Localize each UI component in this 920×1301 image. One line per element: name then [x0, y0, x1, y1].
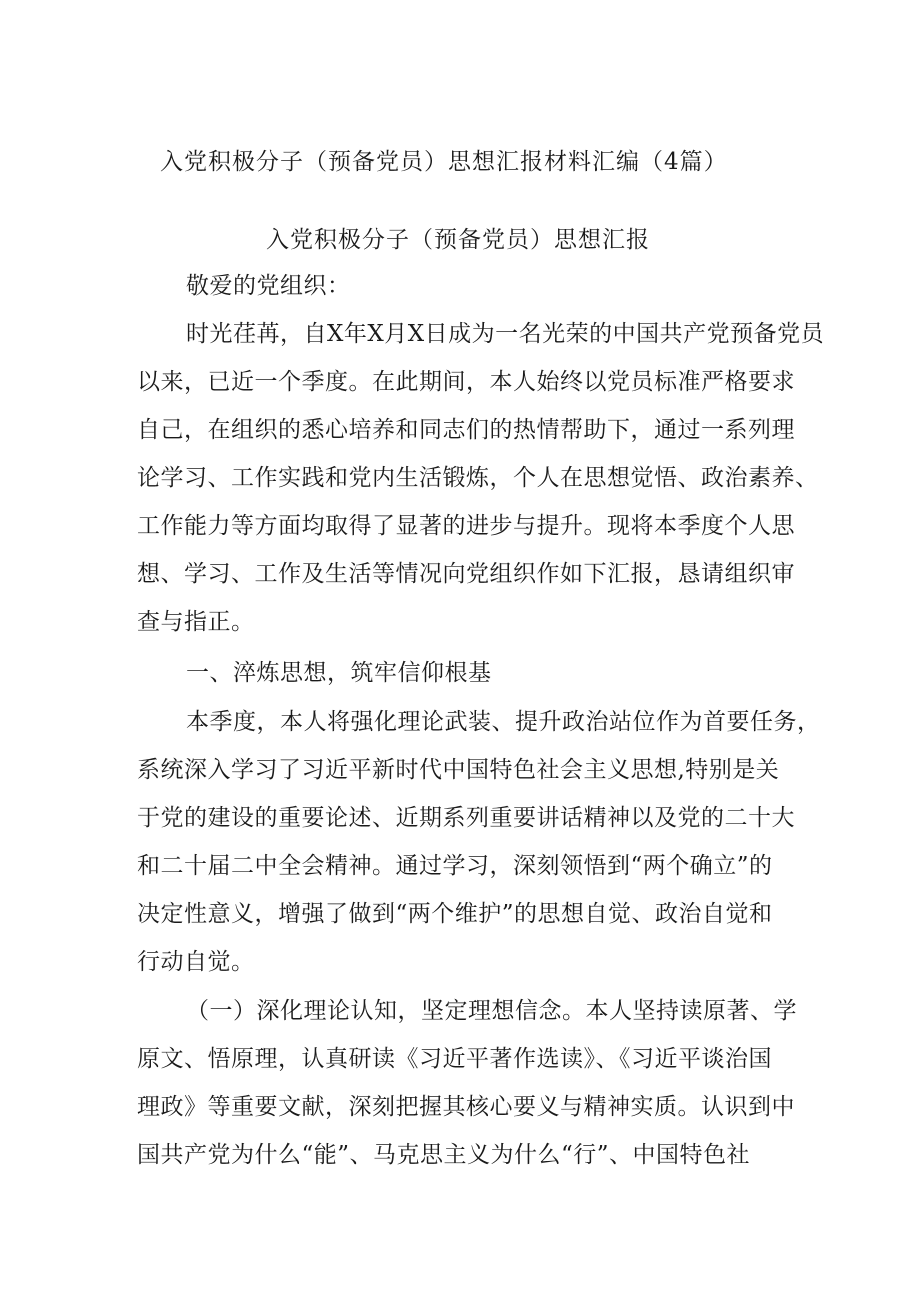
- salutation: 敬爱的党组织：: [186, 273, 351, 299]
- paragraph-line: 查与指正。: [137, 609, 255, 635]
- paragraph-line: 系统深入学习了习近平新时代中国特色社会主义思想,特别是关: [137, 757, 780, 783]
- paragraph-line: 时光荏苒，自X年X月X日成为一名光荣的中国共产党预备党员: [186, 321, 825, 347]
- paragraph-line: 论学习、工作实践和党内生活锻炼，个人在思想觉悟、政治素养、: [137, 465, 819, 491]
- document-title: 入党积极分子（预备党员）思想汇报材料汇编（4篇）: [160, 149, 728, 175]
- paragraph-line: 决定性意义，增强了做到“两个维护”的思想自觉、政治自觉和: [137, 901, 773, 927]
- paragraph-line: 国共产党为什么“能”、马克思主义为什么“行”、中国特色社: [137, 1142, 751, 1168]
- document-subtitle: 入党积极分子（预备党员）思想汇报: [266, 227, 650, 253]
- paragraph-line: 行动自觉。: [137, 949, 255, 975]
- section-heading: 一、淬炼思想，筑牢信仰根基: [186, 660, 492, 686]
- paragraph-line: 原文、悟原理，认真研读《习近平著作选读》、《习近平谈治国: [137, 1046, 772, 1072]
- paragraph-line: 想、学习、工作及生活等情况向党组织作如下汇报，恳请组织审: [137, 561, 795, 587]
- paragraph-line: 工作能力等方面均取得了显著的进步与提升。现将本季度个人思: [137, 513, 795, 539]
- paragraph-line: （一）深化理论认知，坚定理想信念。本人坚持读原著、学: [186, 998, 797, 1024]
- paragraph-line: 自己，在组织的悉心培养和同志们的热情帮助下，通过一系列理: [137, 417, 795, 443]
- paragraph-line: 和二十届二中全会精神。通过学习，深刻领悟到“两个确立”的: [137, 853, 773, 879]
- paragraph-line: 本季度，本人将强化理论武装、提升政治站位作为首要任务，: [186, 709, 821, 735]
- paragraph-line: 以来，已近一个季度。在此期间，本人始终以党员标准严格要求: [137, 369, 795, 395]
- paragraph-line: 于党的建设的重要论述、近期系列重要讲话精神以及党的二十大: [137, 805, 795, 831]
- paragraph-line: 理政》等重要文献，深刻把握其核心要义与精神实质。认识到中: [137, 1094, 795, 1120]
